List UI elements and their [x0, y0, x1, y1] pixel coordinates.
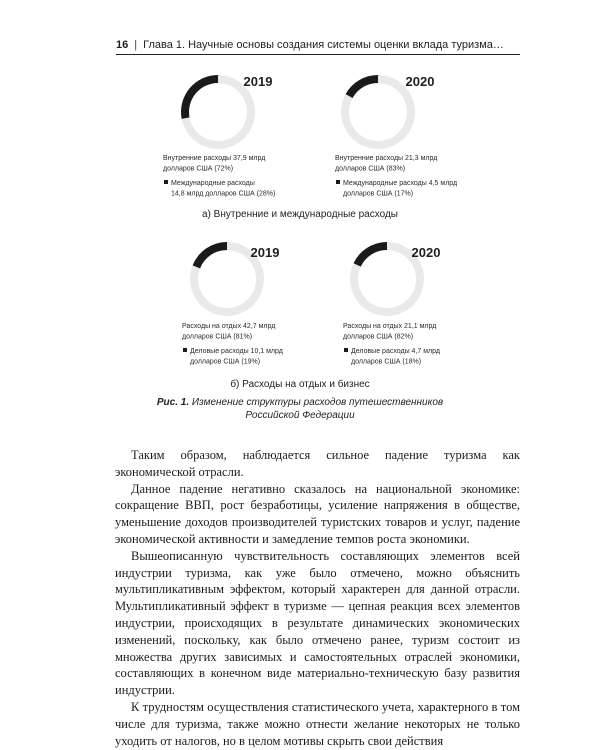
legend-text: Международные расходы 4,5 млрд	[343, 180, 458, 187]
pie-slice-международные-расходы	[181, 75, 218, 119]
figure-label: Рис. 1.	[156, 397, 190, 408]
body-text	[115, 447, 520, 749]
paragraph: Вышеописанную чувствительность составляющих элементов всей индустрии туризма, как уже было отмечено, можно объяснить мультипликативным эффектом, который характерен для данной отрасли. Мультипликативный эффект в туризме — цепная реакция всех элементов индустрии, происходящих в результате динамических экономических изменений, поскольку, как было отмечено ранее, туризм состоит из множества других зависимых и самостоятельных отраслей экономики, составляющих в конечном виде материально-техническую базу развития индустрии.	[115, 548, 520, 698]
section-a-caption: а) Внутренние и международные расходы	[202, 209, 398, 220]
legend-text: Деловые расходы 4,7 млрд	[351, 348, 440, 355]
legend-marker	[336, 180, 340, 184]
figure-title-line1: Изменение структуры расходов путешественников	[191, 397, 444, 408]
paragraph: Данное падение негативно сказалось на национальной экономике: сокращение ВВП, рост безработицы, усиление напряжения в обществе, уменьшение доходов производителей туристских товаров и услуг, падение экономической активности и замедление темпов роста экономики.	[115, 481, 520, 546]
section-b-caption: б) Расходы на отдых и бизнес	[230, 379, 370, 390]
legend-text: долларов США (17%)	[343, 190, 414, 198]
paragraph: К трудностям осуществления статистического учета, характерного в том числе для туризма, также можно отнести желание некоторых не только уходить от налогов, но в целом мотивы скрыть свои действия	[115, 699, 520, 748]
header-separator: |	[134, 39, 138, 51]
legend-marker	[183, 348, 187, 352]
figure-caption	[0, 396, 600, 409]
legend-text: долларов США (19%)	[190, 358, 261, 366]
legend-text: Внутренние расходы 37,9 млрд	[163, 155, 266, 162]
chart-title: 2019	[250, 245, 280, 260]
legend-text: Деловые расходы 10,1 млрд	[190, 348, 283, 355]
legend-text: Международные расходы	[171, 180, 255, 187]
paragraph: Таким образом, наблюдается сильное падение туризма как экономической отрасли.	[115, 448, 520, 479]
chart-title: 2020	[405, 74, 435, 89]
pie-slice-деловые-расходы	[354, 242, 387, 267]
legend-text: долларов США (81%)	[182, 333, 253, 341]
legend-text: 14,8 млрд долларов США (28%)	[171, 190, 276, 198]
legend-text: долларов США (83%)	[335, 165, 406, 173]
chart-title: 2020	[411, 245, 441, 260]
pie-slice-деловые-расходы	[193, 242, 227, 268]
legend-text: Внутренние расходы 21,3 млрд	[335, 155, 438, 162]
legend-text: долларов США (72%)	[163, 165, 234, 173]
pie-slice-международные-расходы	[346, 75, 378, 98]
legend-marker	[344, 348, 348, 352]
legend-text: Расходы на отдых 21,1 млрд	[343, 323, 437, 330]
figure-title-line2: Российской Федерации	[245, 410, 355, 421]
legend-text: Расходы на отдых 42,7 млрд	[182, 323, 276, 330]
legend-text: долларов США (82%)	[343, 333, 414, 341]
chapter-title: Глава 1. Научные основы создания системы оценки вклада туризма…	[143, 39, 504, 51]
legend-text: долларов США (18%)	[351, 358, 422, 366]
chart-title: 2019	[243, 74, 273, 89]
page-number: 16	[116, 39, 129, 51]
legend-marker	[164, 180, 168, 184]
